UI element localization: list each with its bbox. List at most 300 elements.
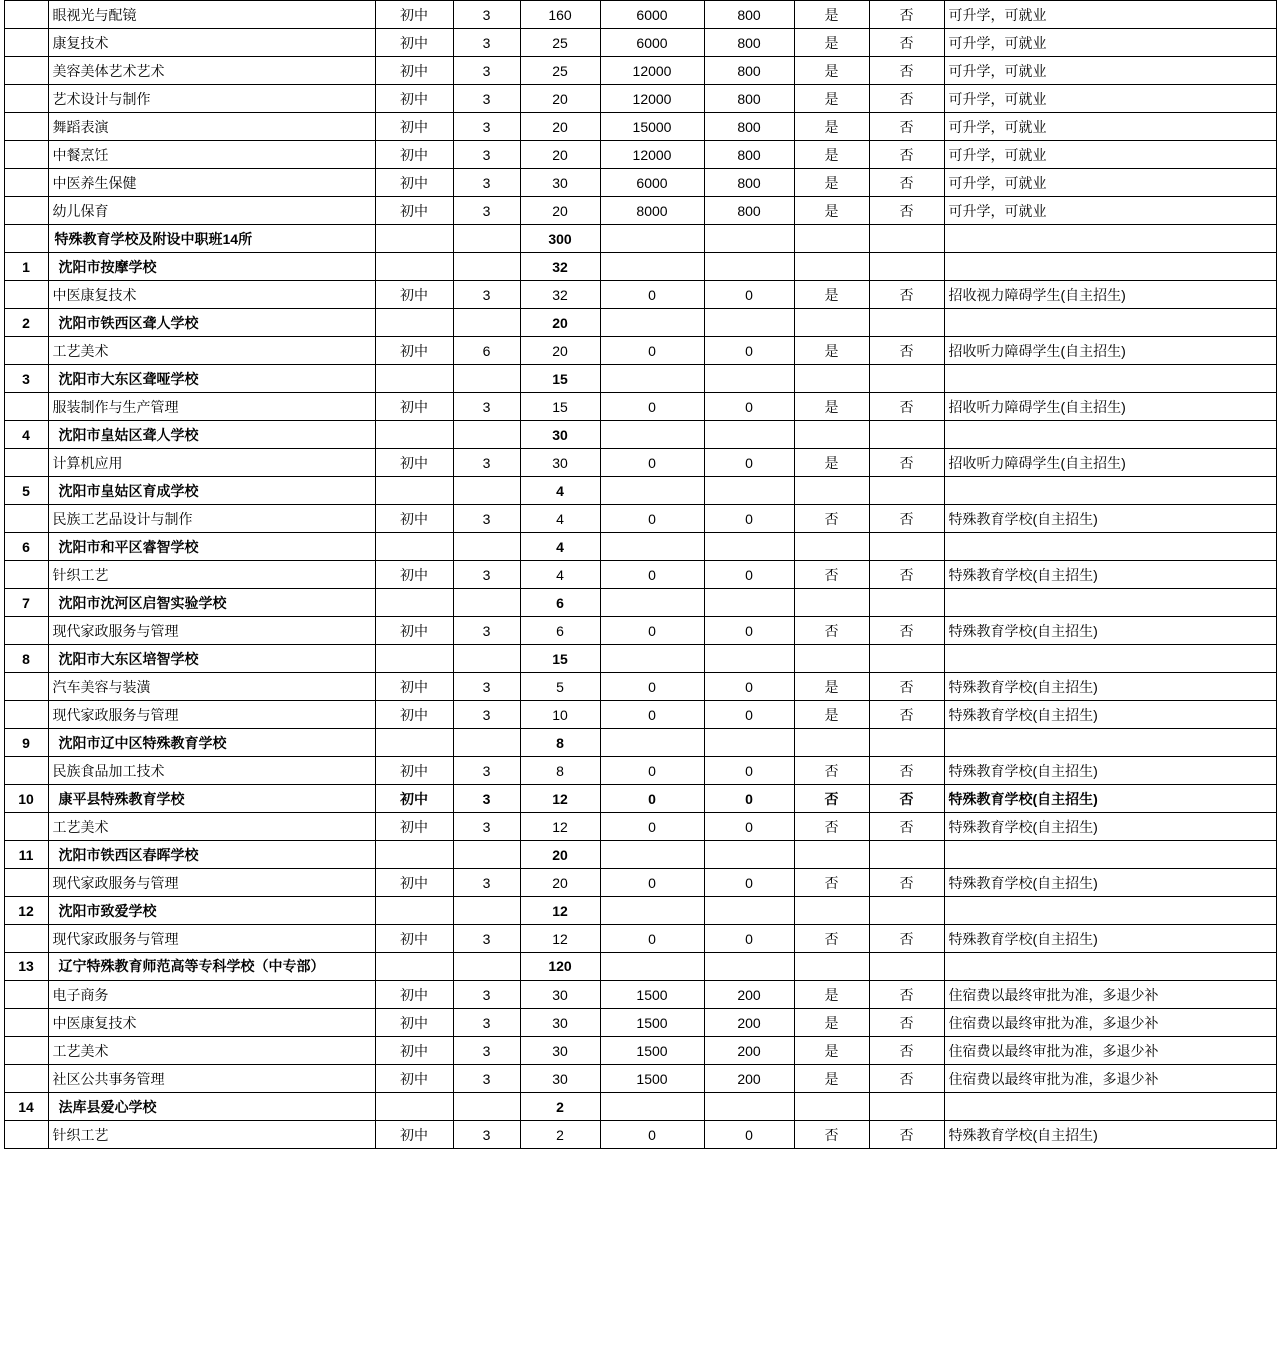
- row-plan: 30: [520, 169, 600, 197]
- row-fee: 0: [704, 785, 794, 813]
- row-boarding: [869, 477, 944, 505]
- row-tuition: 0: [600, 785, 704, 813]
- row-years: 3: [453, 701, 520, 729]
- row-plan: 4: [520, 561, 600, 589]
- row-years: [453, 225, 520, 253]
- row-upgrade: [794, 589, 869, 617]
- row-note: 可升学，可就业: [944, 169, 1276, 197]
- row-years: [453, 477, 520, 505]
- row-note: 特殊教育学校(自主招生): [944, 505, 1276, 533]
- row-name: 眼视光与配镜: [48, 1, 375, 29]
- row-boarding: 否: [869, 925, 944, 953]
- table-row: [4, 617, 1276, 645]
- row-index: 14: [4, 1093, 48, 1121]
- table-row: [4, 365, 1276, 393]
- row-upgrade: 是: [794, 673, 869, 701]
- row-note: 可升学，可就业: [944, 197, 1276, 225]
- row-years: 3: [453, 85, 520, 113]
- row-tuition: 0: [600, 393, 704, 421]
- row-note: [944, 645, 1276, 673]
- row-boarding: [869, 729, 944, 757]
- table-row: [4, 505, 1276, 533]
- row-upgrade: 否: [794, 757, 869, 785]
- row-level: 初中: [375, 1037, 453, 1065]
- table-row: [4, 477, 1276, 505]
- row-tuition: [600, 841, 704, 869]
- row-boarding: 否: [869, 813, 944, 841]
- row-plan: 2: [520, 1093, 600, 1121]
- table-row: [4, 225, 1276, 253]
- table-row: [4, 841, 1276, 869]
- row-level: 初中: [375, 813, 453, 841]
- row-name: 工艺美术: [48, 1037, 375, 1065]
- row-note: 招收视力障碍学生(自主招生): [944, 281, 1276, 309]
- row-boarding: [869, 365, 944, 393]
- row-tuition: 1500: [600, 981, 704, 1009]
- row-tuition: 0: [600, 757, 704, 785]
- row-fee: 0: [704, 1121, 794, 1149]
- row-level: [375, 477, 453, 505]
- row-tuition: 1500: [600, 1009, 704, 1037]
- row-boarding: 否: [869, 85, 944, 113]
- row-years: 3: [453, 449, 520, 477]
- row-plan: 12: [520, 925, 600, 953]
- row-note: [944, 953, 1276, 981]
- row-index: [4, 57, 48, 85]
- row-name: 康复技术: [48, 29, 375, 57]
- row-name: 辽宁特殊教育师范高等专科学校（中专部）: [48, 953, 375, 981]
- row-level: 初中: [375, 281, 453, 309]
- row-plan: 5: [520, 673, 600, 701]
- row-index: 4: [4, 421, 48, 449]
- row-boarding: 否: [869, 169, 944, 197]
- row-plan: 32: [520, 253, 600, 281]
- row-boarding: 否: [869, 281, 944, 309]
- row-note: 可升学，可就业: [944, 85, 1276, 113]
- row-tuition: 0: [600, 701, 704, 729]
- row-fee: [704, 365, 794, 393]
- row-fee: 800: [704, 113, 794, 141]
- row-plan: 8: [520, 757, 600, 785]
- row-name: 现代家政服务与管理: [48, 925, 375, 953]
- row-fee: [704, 253, 794, 281]
- table-row: [4, 1, 1276, 29]
- row-fee: [704, 645, 794, 673]
- row-level: [375, 225, 453, 253]
- row-index: 10: [4, 785, 48, 813]
- row-upgrade: [794, 365, 869, 393]
- row-index: [4, 449, 48, 477]
- row-tuition: 0: [600, 1121, 704, 1149]
- row-plan: 15: [520, 393, 600, 421]
- row-upgrade: 是: [794, 1009, 869, 1037]
- row-level: 初中: [375, 1, 453, 29]
- row-level: [375, 421, 453, 449]
- row-years: 3: [453, 869, 520, 897]
- row-note: [944, 841, 1276, 869]
- row-fee: 800: [704, 57, 794, 85]
- row-upgrade: 是: [794, 337, 869, 365]
- row-fee: 0: [704, 449, 794, 477]
- row-note: [944, 533, 1276, 561]
- row-upgrade: 否: [794, 813, 869, 841]
- row-level: 初中: [375, 337, 453, 365]
- row-upgrade: 是: [794, 1065, 869, 1093]
- row-name: 民族工艺品设计与制作: [48, 505, 375, 533]
- row-years: 3: [453, 785, 520, 813]
- table-row: [4, 757, 1276, 785]
- row-tuition: [600, 253, 704, 281]
- row-index: 7: [4, 589, 48, 617]
- row-plan: 120: [520, 953, 600, 981]
- row-upgrade: 是: [794, 701, 869, 729]
- row-years: 3: [453, 925, 520, 953]
- row-boarding: 否: [869, 617, 944, 645]
- row-tuition: [600, 421, 704, 449]
- row-years: 3: [453, 757, 520, 785]
- row-fee: [704, 421, 794, 449]
- row-index: [4, 141, 48, 169]
- row-fee: 0: [704, 757, 794, 785]
- row-name: 沈阳市大东区培智学校: [48, 645, 375, 673]
- row-name: 针织工艺: [48, 1121, 375, 1149]
- row-name: 幼儿保育: [48, 197, 375, 225]
- row-index: [4, 757, 48, 785]
- row-tuition: 0: [600, 869, 704, 897]
- row-years: [453, 365, 520, 393]
- table-row: [4, 421, 1276, 449]
- row-boarding: 否: [869, 197, 944, 225]
- table-row: [4, 589, 1276, 617]
- row-upgrade: 是: [794, 393, 869, 421]
- row-boarding: [869, 1093, 944, 1121]
- row-tuition: 0: [600, 505, 704, 533]
- row-years: [453, 421, 520, 449]
- row-name: 沈阳市大东区聋哑学校: [48, 365, 375, 393]
- row-index: [4, 85, 48, 113]
- row-boarding: 否: [869, 785, 944, 813]
- row-years: [453, 729, 520, 757]
- table-row: [4, 729, 1276, 757]
- row-name: 沈阳市沈河区启智实验学校: [48, 589, 375, 617]
- row-fee: 0: [704, 505, 794, 533]
- row-index: [4, 561, 48, 589]
- row-name: 沈阳市致爱学校: [48, 897, 375, 925]
- row-index: [4, 1037, 48, 1065]
- row-fee: [704, 841, 794, 869]
- row-index: [4, 393, 48, 421]
- row-plan: 20: [520, 141, 600, 169]
- row-boarding: 否: [869, 701, 944, 729]
- row-upgrade: [794, 645, 869, 673]
- row-upgrade: 是: [794, 981, 869, 1009]
- row-note: [944, 253, 1276, 281]
- row-note: [944, 225, 1276, 253]
- row-index: [4, 1065, 48, 1093]
- row-upgrade: 否: [794, 617, 869, 645]
- row-boarding: 否: [869, 393, 944, 421]
- row-tuition: 0: [600, 925, 704, 953]
- row-years: 3: [453, 281, 520, 309]
- row-level: 初中: [375, 113, 453, 141]
- row-upgrade: 是: [794, 1037, 869, 1065]
- row-index: [4, 701, 48, 729]
- row-index: [4, 813, 48, 841]
- row-upgrade: 是: [794, 449, 869, 477]
- row-years: 3: [453, 813, 520, 841]
- row-upgrade: [794, 1093, 869, 1121]
- row-boarding: 否: [869, 141, 944, 169]
- row-upgrade: 是: [794, 141, 869, 169]
- row-note: 可升学，可就业: [944, 29, 1276, 57]
- row-years: 3: [453, 1, 520, 29]
- row-name: 中餐烹饪: [48, 141, 375, 169]
- table-row: [4, 85, 1276, 113]
- table-row: [4, 1065, 1276, 1093]
- row-upgrade: [794, 533, 869, 561]
- row-level: 初中: [375, 57, 453, 85]
- row-level: [375, 365, 453, 393]
- row-fee: 200: [704, 981, 794, 1009]
- row-boarding: [869, 225, 944, 253]
- row-upgrade: [794, 421, 869, 449]
- row-level: [375, 1093, 453, 1121]
- row-years: [453, 645, 520, 673]
- row-index: 2: [4, 309, 48, 337]
- row-index: 3: [4, 365, 48, 393]
- row-note: 特殊教育学校(自主招生): [944, 561, 1276, 589]
- row-plan: 32: [520, 281, 600, 309]
- row-upgrade: 是: [794, 29, 869, 57]
- row-boarding: 否: [869, 673, 944, 701]
- row-fee: [704, 533, 794, 561]
- row-boarding: 否: [869, 337, 944, 365]
- row-fee: 800: [704, 1, 794, 29]
- row-tuition: [600, 533, 704, 561]
- row-fee: 800: [704, 29, 794, 57]
- row-name: 艺术设计与制作: [48, 85, 375, 113]
- row-boarding: 否: [869, 57, 944, 85]
- row-tuition: 0: [600, 617, 704, 645]
- table-row: [4, 281, 1276, 309]
- row-upgrade: [794, 253, 869, 281]
- row-note: 招收听力障碍学生(自主招生): [944, 393, 1276, 421]
- table-row: [4, 897, 1276, 925]
- row-name: 现代家政服务与管理: [48, 869, 375, 897]
- row-boarding: 否: [869, 505, 944, 533]
- row-tuition: 6000: [600, 169, 704, 197]
- table-row: [4, 1037, 1276, 1065]
- row-index: 1: [4, 253, 48, 281]
- row-level: [375, 897, 453, 925]
- row-years: [453, 897, 520, 925]
- row-years: 3: [453, 1065, 520, 1093]
- table-row: [4, 309, 1276, 337]
- row-upgrade: [794, 841, 869, 869]
- row-index: 5: [4, 477, 48, 505]
- row-level: [375, 729, 453, 757]
- table-row: [4, 869, 1276, 897]
- row-years: [453, 253, 520, 281]
- row-boarding: 否: [869, 113, 944, 141]
- row-level: [375, 533, 453, 561]
- row-index: 9: [4, 729, 48, 757]
- row-name: 中医康复技术: [48, 281, 375, 309]
- row-level: [375, 309, 453, 337]
- row-years: 3: [453, 1037, 520, 1065]
- row-level: 初中: [375, 29, 453, 57]
- row-boarding: 否: [869, 869, 944, 897]
- row-note: 可升学，可就业: [944, 141, 1276, 169]
- row-boarding: [869, 953, 944, 981]
- row-fee: [704, 589, 794, 617]
- row-plan: 6: [520, 589, 600, 617]
- row-tuition: [600, 1093, 704, 1121]
- row-fee: 800: [704, 169, 794, 197]
- row-tuition: [600, 953, 704, 981]
- row-level: 初中: [375, 981, 453, 1009]
- row-index: [4, 225, 48, 253]
- row-plan: 30: [520, 421, 600, 449]
- row-level: 初中: [375, 393, 453, 421]
- row-fee: 0: [704, 925, 794, 953]
- row-name: 计算机应用: [48, 449, 375, 477]
- table-row: [4, 1093, 1276, 1121]
- table-row: [4, 197, 1276, 225]
- row-years: [453, 1093, 520, 1121]
- row-index: 8: [4, 645, 48, 673]
- row-index: [4, 1, 48, 29]
- row-fee: 0: [704, 561, 794, 589]
- row-tuition: [600, 729, 704, 757]
- row-years: 3: [453, 169, 520, 197]
- row-tuition: 6000: [600, 29, 704, 57]
- row-note: 特殊教育学校(自主招生): [944, 701, 1276, 729]
- row-note: 可升学，可就业: [944, 113, 1276, 141]
- table-row: [4, 449, 1276, 477]
- row-index: [4, 505, 48, 533]
- row-plan: 20: [520, 337, 600, 365]
- row-years: [453, 589, 520, 617]
- row-note: 招收听力障碍学生(自主招生): [944, 449, 1276, 477]
- row-plan: 4: [520, 505, 600, 533]
- row-upgrade: 否: [794, 1121, 869, 1149]
- row-fee: 0: [704, 813, 794, 841]
- row-years: 3: [453, 197, 520, 225]
- row-boarding: 否: [869, 1121, 944, 1149]
- row-note: [944, 589, 1276, 617]
- row-index: 6: [4, 533, 48, 561]
- row-upgrade: [794, 477, 869, 505]
- row-boarding: [869, 841, 944, 869]
- enrollment-plan-table: [4, 0, 1277, 1149]
- row-fee: 0: [704, 617, 794, 645]
- row-tuition: 1500: [600, 1037, 704, 1065]
- row-level: 初中: [375, 85, 453, 113]
- row-boarding: [869, 253, 944, 281]
- row-level: 初中: [375, 561, 453, 589]
- row-upgrade: 是: [794, 1, 869, 29]
- row-upgrade: 是: [794, 169, 869, 197]
- row-boarding: [869, 645, 944, 673]
- row-plan: 12: [520, 813, 600, 841]
- row-name: 现代家政服务与管理: [48, 701, 375, 729]
- row-name: 沈阳市辽中区特殊教育学校: [48, 729, 375, 757]
- row-note: 特殊教育学校(自主招生): [944, 617, 1276, 645]
- row-index: 13: [4, 953, 48, 981]
- row-years: [453, 309, 520, 337]
- row-upgrade: 否: [794, 925, 869, 953]
- table-row: [4, 29, 1276, 57]
- row-boarding: [869, 309, 944, 337]
- row-name: 工艺美术: [48, 813, 375, 841]
- row-fee: 0: [704, 281, 794, 309]
- row-name: 电子商务: [48, 981, 375, 1009]
- row-upgrade: [794, 953, 869, 981]
- row-index: [4, 1121, 48, 1149]
- row-tuition: 12000: [600, 57, 704, 85]
- row-level: 初中: [375, 785, 453, 813]
- table-row: [4, 981, 1276, 1009]
- row-years: 3: [453, 561, 520, 589]
- table-row: [4, 113, 1276, 141]
- row-plan: 25: [520, 29, 600, 57]
- row-level: 初中: [375, 617, 453, 645]
- row-boarding: [869, 533, 944, 561]
- row-plan: 2: [520, 1121, 600, 1149]
- row-note: 住宿费以最终审批为准，多退少补: [944, 981, 1276, 1009]
- row-name: 沈阳市铁西区聋人学校: [48, 309, 375, 337]
- row-name: 特殊教育学校及附设中职班14所: [48, 225, 375, 253]
- row-note: 特殊教育学校(自主招生): [944, 1121, 1276, 1149]
- row-name: 现代家政服务与管理: [48, 617, 375, 645]
- row-note: [944, 477, 1276, 505]
- row-tuition: 0: [600, 813, 704, 841]
- row-tuition: 0: [600, 449, 704, 477]
- row-plan: 10: [520, 701, 600, 729]
- row-boarding: [869, 589, 944, 617]
- row-tuition: [600, 225, 704, 253]
- row-plan: 30: [520, 1037, 600, 1065]
- row-years: 3: [453, 981, 520, 1009]
- row-plan: 20: [520, 197, 600, 225]
- table-row: [4, 561, 1276, 589]
- table-row: [4, 141, 1276, 169]
- table-row: [4, 813, 1276, 841]
- row-fee: 0: [704, 393, 794, 421]
- row-years: 3: [453, 505, 520, 533]
- row-level: 初中: [375, 169, 453, 197]
- row-fee: 800: [704, 85, 794, 113]
- row-note: [944, 365, 1276, 393]
- row-tuition: [600, 589, 704, 617]
- row-index: [4, 113, 48, 141]
- row-boarding: 否: [869, 29, 944, 57]
- row-upgrade: 否: [794, 561, 869, 589]
- row-plan: 300: [520, 225, 600, 253]
- row-tuition: 0: [600, 281, 704, 309]
- row-note: [944, 1093, 1276, 1121]
- row-plan: 20: [520, 869, 600, 897]
- row-boarding: [869, 421, 944, 449]
- row-fee: [704, 1093, 794, 1121]
- table-row: [4, 925, 1276, 953]
- row-fee: [704, 477, 794, 505]
- row-level: [375, 589, 453, 617]
- row-level: 初中: [375, 757, 453, 785]
- row-note: 可升学，可就业: [944, 57, 1276, 85]
- row-years: 3: [453, 141, 520, 169]
